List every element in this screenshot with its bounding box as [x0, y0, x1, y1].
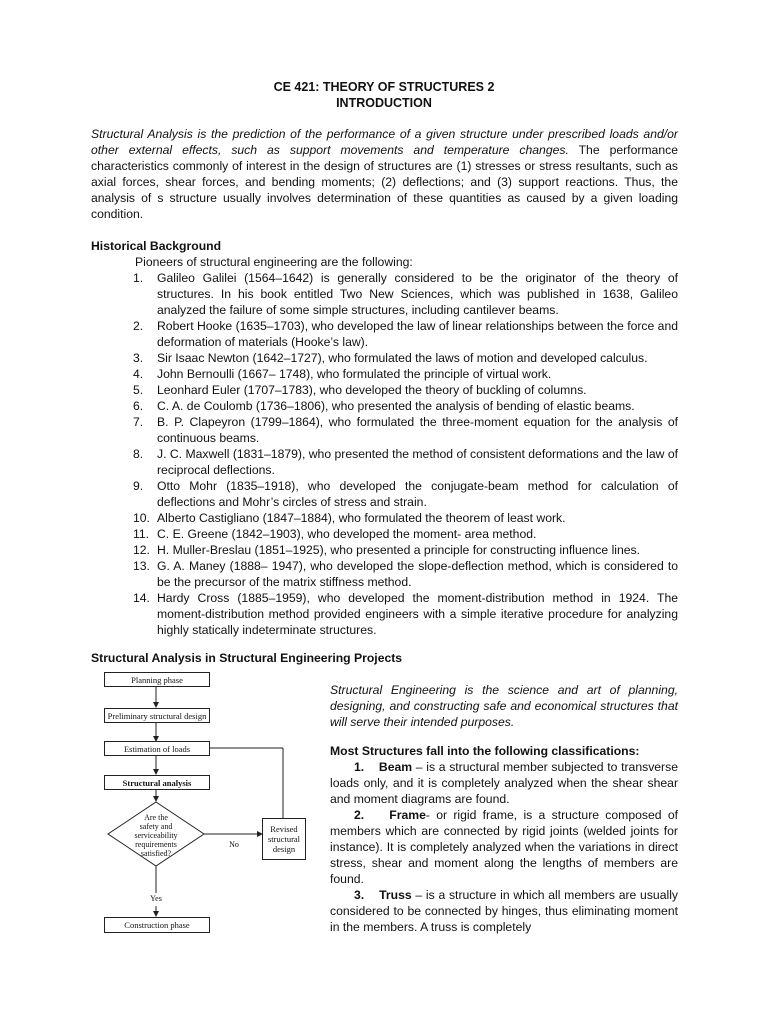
classification-text: - or rigid frame, is a structure composed of members which are connected by rigid joints (welded joints for instance). It is completely analyzed when the variations in direct stress, shear and moment along the lengths of members are found.	[330, 808, 678, 886]
pioneer-item	[133, 382, 678, 398]
pioneer-number: 6.	[133, 399, 144, 413]
pioneer-item	[133, 542, 678, 558]
classification-name: Truss	[379, 888, 412, 902]
pioneer-number: 13.	[133, 559, 150, 573]
pioneer-number: 14.	[133, 591, 150, 605]
pioneer-number: 5.	[133, 383, 144, 397]
pioneer-text: Alberto Castigliano (1847–1884), who formulated the theorem of least work.	[157, 511, 566, 525]
intro-body: The performance characteristics commonly of interest in the design of structures are (1) stresses or stress resultants, such as axial forces, shear forces, and bending moments; (2) deflections; and (3) support reactions. Thus, the analysis of s structure usually involves determination of these quantities as caused by a given loading condition.	[91, 143, 678, 221]
pioneer-text: Hardy Cross (1885–1959), who developed the moment-distribution method in 1924. The moment-distribution method provided engineers with a simple iterative procedure for analyzing highly statically indeterminate structures.	[157, 591, 678, 637]
pioneer-item	[133, 478, 678, 510]
pioneer-number: 2.	[133, 319, 144, 333]
intro-paragraph	[91, 126, 678, 222]
classification-number: 1.	[354, 760, 379, 774]
pioneer-item	[133, 510, 678, 526]
pioneer-item	[133, 350, 678, 366]
pioneer-number: 12.	[133, 543, 150, 557]
classification-name: Frame	[389, 808, 426, 822]
pioneer-number: 9.	[133, 479, 144, 493]
pioneer-number: 11.	[133, 527, 150, 541]
classification-text: – is a structural member subjected to transverse loads only, and it is completely analyzed when the shear shear and moment diagrams are found.	[330, 760, 678, 806]
course-title: CE 421: THEORY OF STRUCTURES 2	[273, 80, 495, 94]
pioneer-number: 3.	[133, 351, 144, 365]
preliminary-design-box: Preliminary structural design	[104, 708, 210, 723]
classifications-list	[330, 759, 678, 935]
pioneer-text: J. C. Maxwell (1831–1879), who presented the method of consistent deformations and the law of reciprocal deflections.	[157, 447, 678, 477]
pioneer-item	[133, 558, 678, 590]
pioneer-number: 7.	[133, 415, 144, 429]
pioneer-text: Otto Mohr (1835–1918), who developed the conjugate-beam method for calculation of deflections and Mohr’s circles of stress and strain.	[157, 479, 678, 509]
structural-analysis-box: Structural analysis	[104, 775, 210, 790]
pioneer-item	[133, 414, 678, 446]
design-process-flowchart	[98, 668, 318, 938]
load-estimation-box: Estimation of loads	[104, 741, 210, 756]
projects-heading: Structural Analysis in Structural Engineering Projects	[91, 651, 403, 665]
classification-name: Beam	[378, 760, 413, 774]
pioneers-list	[133, 270, 678, 638]
pioneer-item	[133, 526, 678, 542]
pioneer-text: Sir Isaac Newton (1642–1727), who formulated the laws of motion and developed calculus.	[157, 351, 648, 365]
classification-number: 3.	[354, 888, 380, 902]
yes-label: Yes	[150, 894, 162, 903]
classification-text: – is a structure in which all members are usually considered to be connected by hinges, thus eliminating moment in the members. A truss is completely	[330, 888, 678, 934]
pioneer-text: John Bernoulli (1667– 1748), who formulated the principle of virtual work.	[157, 367, 552, 381]
pioneer-item	[133, 590, 678, 638]
classification-item	[330, 807, 678, 887]
pioneer-item	[133, 446, 678, 478]
section-title: INTRODUCTION	[336, 96, 432, 110]
historical-background-heading: Historical Background	[91, 239, 222, 253]
pioneer-item	[133, 270, 678, 318]
pioneer-number: 8.	[133, 447, 144, 461]
pioneer-text: C. E. Greene (1842–1903), who developed the moment- area method.	[157, 527, 537, 541]
pioneer-text: H. Muller-Breslau (1851–1925), who presented a principle for constructing influence lines.	[157, 543, 641, 557]
pioneer-text: C. A. de Coulomb (1736–1806), who presented the analysis of bending of elastic beams.	[157, 399, 635, 413]
pioneer-item	[133, 318, 678, 350]
classifications-lead: Most Structures fall into the following classifications:	[330, 744, 640, 758]
construction-phase-box: Construction phase	[104, 917, 210, 933]
pioneer-text: Galileo Galilei (1564–1642) is generally considered to be the originator of the theory of structures. In his book entitled Two New Sciences, which was published in 1638, Galileo analyzed the failure of some simple structures, including cantilever beams.	[157, 271, 678, 317]
pioneer-text: G. A. Maney (1888– 1947), who developed the slope-deflection method, which is considered to be the precursor of the matrix stiffness method.	[157, 559, 678, 589]
pioneer-item	[133, 398, 678, 414]
pioneer-text: Leonhard Euler (1707–1783), who developed the theory of buckling of columns.	[157, 383, 587, 397]
pioneers-lead: Pioneers of structural engineering are the following:	[135, 255, 413, 269]
decision-question: Are the safety and serviceability requirements satisfied?	[134, 813, 178, 858]
structural-engineering-definition: Structural Engineering is the science and art of planning, designing, and constructing safe and economical structures that will serve their intended purposes.	[330, 683, 678, 729]
classification-number: 2.	[354, 808, 390, 822]
pioneer-number: 4.	[133, 367, 144, 381]
pioneer-number: 1.	[133, 271, 144, 285]
classification-item	[330, 759, 678, 807]
no-label: No	[229, 840, 239, 849]
intro-definition: Structural Analysis is the prediction of the performance of a given structure under prescribed loads and/or other external effects, such as support movements and temperature changes.	[91, 127, 678, 157]
revised-design-box: Revised structural design	[262, 818, 306, 860]
pioneer-number: 10.	[133, 511, 150, 525]
pioneer-text: Robert Hooke (1635–1703), who developed the law of linear relationships between the force and deformation of materials (Hooke’s law).	[157, 319, 679, 349]
pioneer-text: B. P. Clapeyron (1799–1864), who formulated the three-moment equation for the analysis of continuous beams.	[157, 415, 678, 445]
planning-phase-box: Planning phase	[104, 672, 210, 687]
pioneer-item	[133, 366, 678, 382]
classification-item	[330, 887, 678, 935]
